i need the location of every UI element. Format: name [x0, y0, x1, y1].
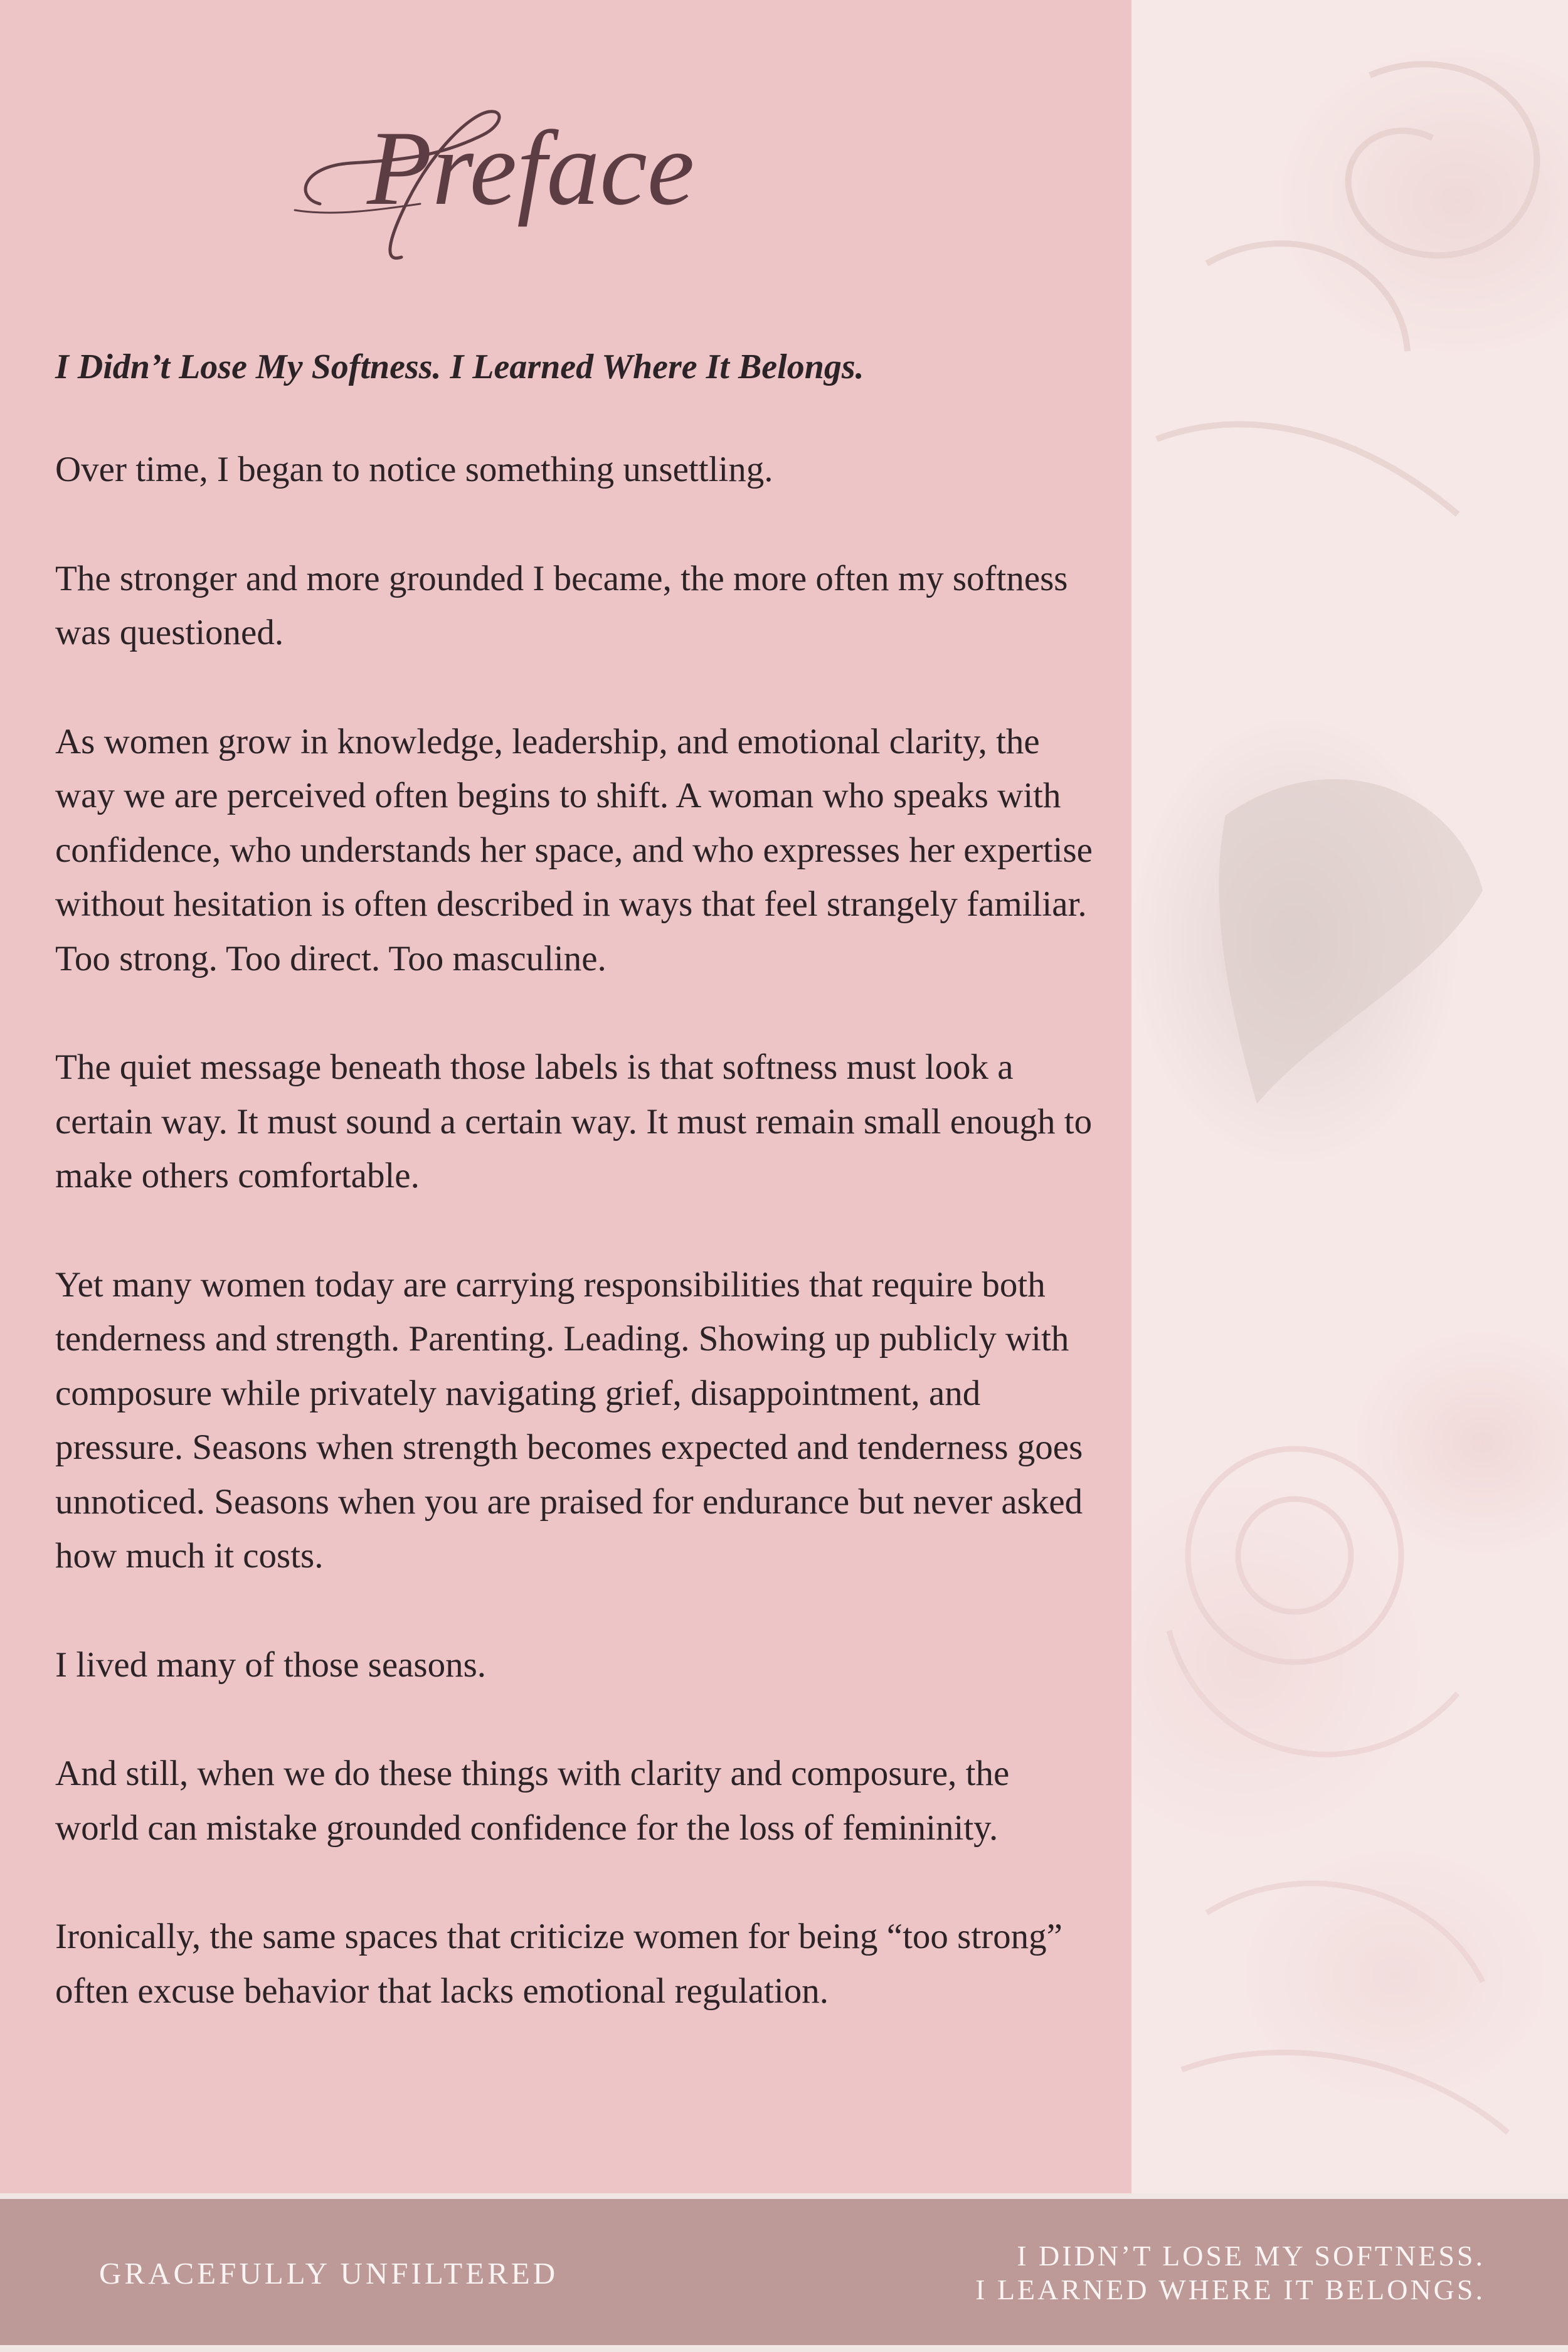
rose-top [1157, 64, 1537, 514]
paragraph: The quiet message beneath those labels is that softness must look a certain way. It must sound a certain way. It must remain small enough to make others comfortable. [55, 1047, 1093, 1195]
footer-tagline-line2: I LEARNED WHERE IT BELONGS. [975, 2274, 1485, 2306]
paragraph: I lived many of those seasons. [55, 1645, 487, 1685]
paragraph: As women grow in knowledge, leadership, and emotional clarity, the way we are perceived often begins to shift. A woman who speaks with confidence, who understands her space, and who expresses her expertise without hesitation is often described in ways that feel strangely familiar. Too strong. Too direct. Too masculine. [55, 721, 1093, 978]
footer-tagline [975, 2239, 1485, 2307]
title-script [276, 75, 715, 276]
rose-texture-panel [1131, 0, 1568, 2193]
paragraph: Yet many women today are carrying responsibilities that require both tenderness and strength. Parenting. Leading. Showing up publicly with composure while privately navigating grief, disappointment, and pressure. Seasons when strength becomes expected and tenderness goes unnoticed. Seasons when you are praised for endurance but never asked how much it costs. [55, 1264, 1083, 1576]
paragraph: Ironically, the same spaces that criticize women for being “too strong” often excuse behavior that lacks emotional regulation. [55, 1917, 1062, 2011]
page-footer [0, 2193, 1568, 2352]
paragraph: And still, when we do these things with clarity and composure, the world can mistake grounded confidence for the loss of femininity. [55, 1754, 1010, 1848]
title-text: Preface [367, 109, 695, 227]
preface-subtitle: I Didn’t Lose My Softness. I Learned Where It Belongs. [55, 347, 864, 386]
paragraph: The stronger and more grounded I became, the more often my softness was questioned. [55, 558, 1068, 652]
rose-bottom [1169, 1449, 1508, 2132]
footer-tagline-line1: I DIDN’T LOSE MY SOFTNESS. [1017, 2240, 1485, 2272]
rose-decoration [1131, 0, 1568, 2193]
footer-bar [0, 2199, 1568, 2345]
preface-body [55, 342, 1096, 2073]
paragraph: Over time, I began to notice something unsettling. [55, 450, 773, 489]
leaf-shadow [1219, 779, 1483, 1104]
footer-brand: GRACEFULLY UNFILTERED [99, 2256, 559, 2291]
page-title [276, 75, 715, 276]
